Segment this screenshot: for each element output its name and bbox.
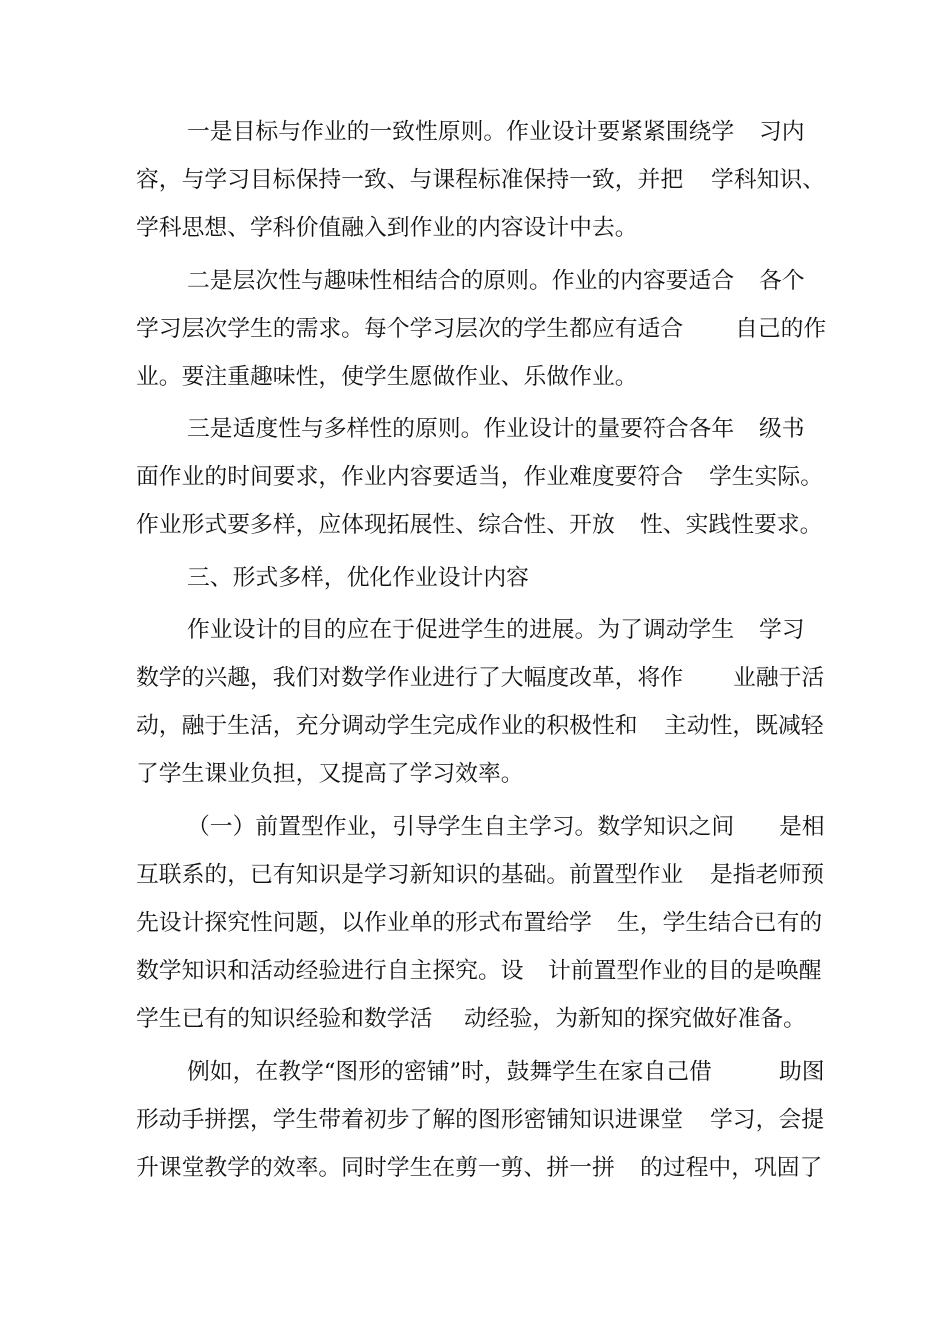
text-line <box>0 457 950 497</box>
text-segment: 升课堂教学的效率。同时学生在剪一剪、拼一拼 <box>136 1155 615 1181</box>
text-segment: 先设计探究性问题，以作业单的形式布置给学 <box>136 910 592 936</box>
text-segment: 计前置型作业的目的是唤醒 <box>548 958 822 984</box>
text-line <box>0 309 950 349</box>
text-line <box>0 1052 950 1092</box>
text-segment: 级书 <box>759 416 805 442</box>
text-segment: 是指老师预 <box>710 862 824 888</box>
text-line <box>0 706 950 746</box>
text-segment: 学习 <box>759 617 805 643</box>
text-segment: 主动性，既减轻 <box>664 713 824 739</box>
section-heading <box>0 558 950 598</box>
text-segment: 数学的兴趣，我们对数学作业进行了大幅度改革，将作 <box>136 665 684 691</box>
text-segment: 形动手拼摆，学生带着初步了解的图形密铺知识进课堂 <box>136 1107 684 1133</box>
text-segment: 自己的作 <box>735 316 827 342</box>
text-segment: 动，融于生活，充分调动学生完成作业的积极性和 <box>136 713 638 739</box>
text-line <box>0 903 950 943</box>
text-segment: 了学生课业负担，又提高了学习效率。 <box>136 761 524 787</box>
text-segment: 面作业的时间要求，作业内容要适当，作业难度要符合 <box>136 464 684 490</box>
text-segment: 业。要注重趣味性，使学生愿做作业、乐做作业。 <box>136 364 638 390</box>
text-segment: 作业形式要多样，应体现拓展性、综合性、开放 <box>136 512 615 538</box>
text-line <box>0 999 950 1039</box>
text-segment: 生，学生结合已有的 <box>617 910 823 936</box>
text-line <box>0 855 950 895</box>
text-line <box>0 1100 950 1140</box>
text-segment: 三、形式多样，优化作业设计内容 <box>187 565 529 591</box>
text-segment: 是相 <box>779 814 825 840</box>
text-segment: 动经验，为新知的探究做好准备。 <box>464 1006 806 1032</box>
text-segment: 例如，在教学“图形的密铺”时，鼓舞学生在家自己借 <box>187 1059 712 1085</box>
text-segment: 学习，会提 <box>710 1107 824 1133</box>
text-line <box>0 1148 950 1188</box>
text-segment: 学科思想、学科价值融入到作业的内容设计中去。 <box>136 215 638 241</box>
text-segment: 习内 <box>759 119 805 145</box>
text-line <box>0 951 950 991</box>
text-segment: 数学知识和活动经验进行自主探究。设 <box>136 958 524 984</box>
text-line <box>0 357 950 397</box>
text-segment: 学习层次学生的需求。每个学习层次的学生都应有适合 <box>136 316 684 342</box>
text-segment: 互联系的，已有知识是学习新知识的基础。前置型作业 <box>136 862 684 888</box>
text-segment: 学生实际。 <box>709 464 823 490</box>
text-segment: 作业设计的目的应在于促进学生的进展。为了调动学生 <box>187 617 735 643</box>
text-line <box>0 754 950 794</box>
text-segment: 性、实践性要求。 <box>640 512 823 538</box>
text-line <box>0 160 950 200</box>
text-line <box>0 505 950 545</box>
text-line <box>0 409 950 449</box>
text-line <box>0 658 950 698</box>
text-line <box>0 610 950 650</box>
text-segment: 三是适度性与多样性的原则。作业设计的量要符合各年 <box>187 416 735 442</box>
text-line <box>0 208 950 248</box>
text-segment: 的过程中，巩固了 <box>640 1155 823 1181</box>
text-segment: 助图 <box>779 1059 825 1085</box>
text-segment: 学科知识、 <box>711 167 825 193</box>
text-segment: 二是层次性与趣味性相结合的原则。作业的内容要适合 <box>187 268 735 294</box>
text-segment: 学生已有的知识经验和数学活 <box>136 1006 433 1032</box>
text-segment: （一）前置型作业，引导学生自主学习。数学知识之间 <box>187 814 735 840</box>
text-segment: 一是目标与作业的一致性原则。作业设计要紧紧围绕学 <box>187 119 735 145</box>
text-segment: 容，与学习目标保持一致、与课程标准保持一致，并把 <box>136 167 684 193</box>
text-segment: 各个 <box>759 268 805 294</box>
text-line <box>0 807 950 847</box>
text-line <box>0 112 950 152</box>
text-line <box>0 261 950 301</box>
text-segment: 业融于活 <box>733 665 825 691</box>
